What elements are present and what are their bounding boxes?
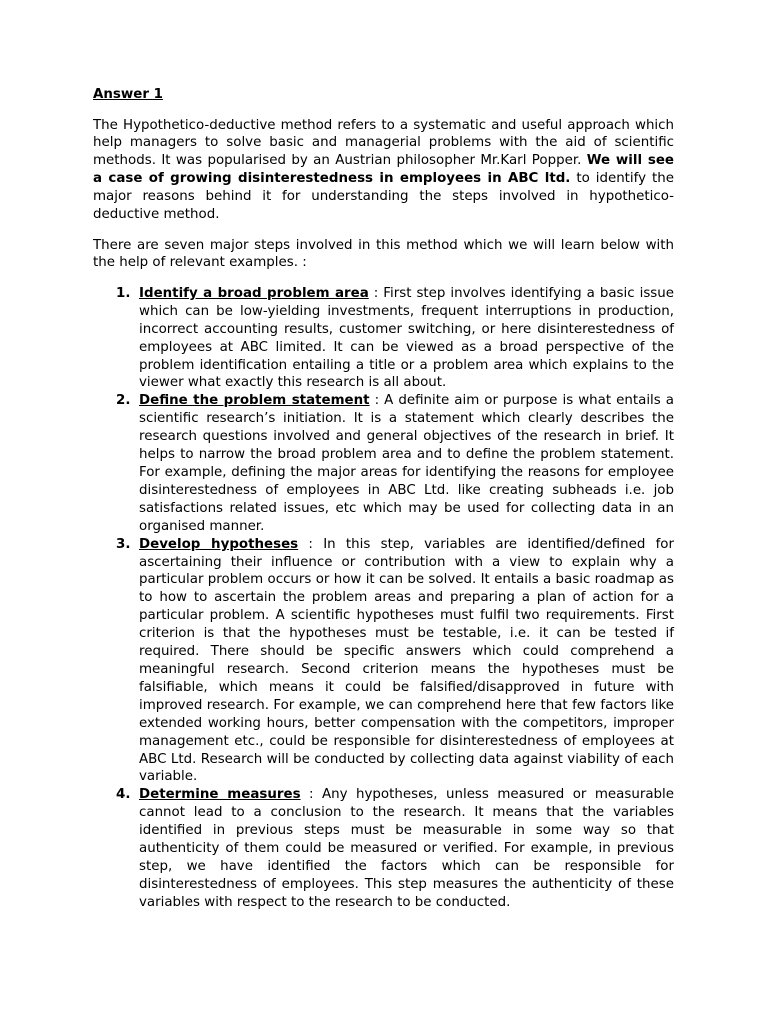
step-number: 3. xyxy=(116,536,131,552)
list-item xyxy=(116,285,675,392)
steps-intro-paragraph: There are seven major steps involved in this method which we will learn below with the help of relevant examples. : xyxy=(93,237,674,271)
step-term: Identify a broad problem area xyxy=(139,285,369,301)
list-item xyxy=(116,392,674,535)
step-term: Determine measures xyxy=(139,787,301,803)
list-item xyxy=(116,786,674,911)
intro-bold-text: We will see a case of growing disinterestedness in employees in ABC ltd. xyxy=(93,153,674,187)
step-text: : First step involves identifying a basic issue which can be low-yielding investments, frequent interruptions in production, incorrect accounting results, customer switching, or here disinterestedness of employees at ABC limited. It can be viewed as a broad perspective of the problem identification entailing a title or a problem area which explains to the viewer what exactly this research is all about. xyxy=(139,285,675,391)
list-item xyxy=(116,536,674,787)
answer-heading: Answer 1 xyxy=(93,87,163,102)
step-number: 4. xyxy=(116,787,131,803)
step-text: : A definite aim or purpose is what entails a scientific research’s initiation. It is a statement which clearly describes the research questions involved and general objectives of the research in brief. It helps to narrow the broad problem area and to define the problem statement. For example, defining the major areas for identifying the reasons for employee disinterestedness of employees in ABC Ltd. like creating subheads i.e. job satisfactions related issues, etc which may be used for collecting data in an organised manner. xyxy=(139,393,674,534)
step-text: : Any hypotheses, unless measured or measurable cannot lead to a conclusion to the research. It means that the variables identified in previous steps must be measurable in some way so that authenticity of them could be measured or verified. For example, in previous step, we have identified the factors which can be responsible for disinterestedness of employees. This step measures the authenticity of these variables with respect to the research to be conducted. xyxy=(139,787,674,910)
step-term: Define the problem statement xyxy=(139,393,370,409)
step-number: 2. xyxy=(116,393,131,409)
step-number: 1. xyxy=(116,285,131,301)
step-term: Develop hypotheses xyxy=(139,536,299,552)
intro-paragraph xyxy=(93,117,674,224)
steps-list xyxy=(93,285,674,912)
intro-text: The Hypothetico-deductive method refers to a systematic and useful approach which help managers to solve basic and managerial problems with the aid of scientific methods. It was popularised by an Austrian philosopher Mr.Karl Popper. xyxy=(93,117,674,169)
step-text: : In this step, variables are identified/defined for ascertaining their influence or contribution with a view to explain why a particular problem occurs or how it can be solved. It entails a basic roadmap as to how to ascertain the problem areas and preparing a plan of action for a particular problem. A scientific hypotheses must fulfil two requirements. First criterion is that the hypotheses must be testable, i.e. it can be tested if required. There should be specific answers which could comprehend a meaningful research. Second criterion means the hypotheses must be falsifiable, which means it could be falsified/disapproved in future with improved research. For example, we can comprehend here that few factors like extended working hours, better compensation with the competitors, improper management etc., could be responsible for disinterestedness of employees at ABC Ltd. Research will be conducted by collecting data against viability of each variable. xyxy=(139,536,674,785)
intro-text-continued: to identify the major reasons behind it for understanding the steps involved in hypothetico-deductive method. xyxy=(93,171,674,223)
document-page xyxy=(93,86,674,912)
